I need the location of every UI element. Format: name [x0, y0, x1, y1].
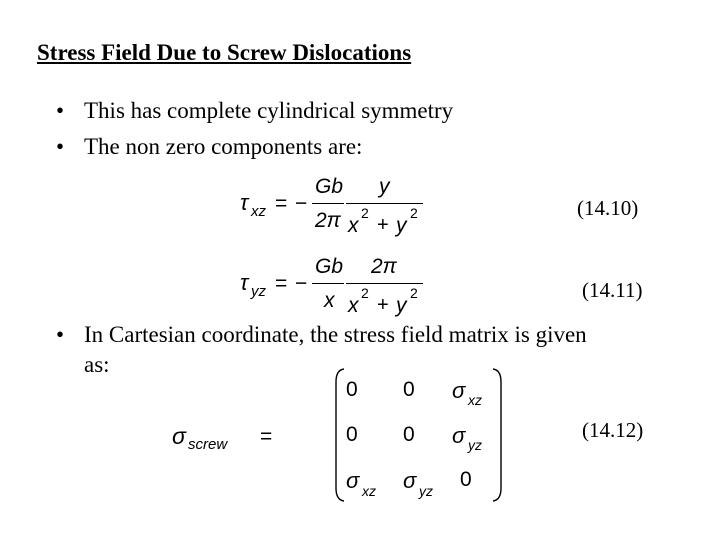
- equation-number: (14.11): [582, 278, 643, 302]
- plus-sign: +: [377, 294, 389, 316]
- plus-sign: +: [377, 214, 389, 236]
- matrix-sigma: σ: [452, 423, 466, 448]
- matrix-sigma: σ: [403, 468, 417, 493]
- fraction-line: [312, 283, 344, 284]
- equation-number: (14.10): [577, 196, 639, 220]
- equation-14-10: [240, 172, 440, 242]
- bullet-symbol: •: [56, 322, 65, 347]
- fraction-line: [312, 203, 344, 204]
- matrix-sigma-subscript: xz: [468, 392, 482, 408]
- matrix-bracket-right: [491, 368, 505, 502]
- fraction-line: [346, 283, 423, 284]
- matrix-cell: 0: [460, 468, 472, 491]
- matrix-cell: 0: [403, 378, 415, 401]
- matrix-cell: 0: [346, 423, 358, 446]
- numerator-2pi: 2π: [371, 255, 397, 278]
- slide-title: Stress Field Due to Screw Dislocations: [37, 40, 412, 65]
- denominator-y: y: [396, 214, 407, 237]
- denominator-x: x: [348, 214, 359, 237]
- equals-sign: =: [275, 192, 288, 215]
- matrix-sigma: σ: [346, 468, 360, 493]
- equals-sign: =: [260, 425, 273, 448]
- matrix-cell: 0: [403, 423, 415, 446]
- matrix-sigma-subscript: xz: [362, 483, 376, 499]
- matrix-sigma: σ: [452, 378, 466, 403]
- tau-subscript: xz: [251, 203, 266, 220]
- equation-14-12: [170, 366, 510, 506]
- tau-symbol: τ: [240, 190, 249, 215]
- denominator-2pi: 2π: [315, 209, 341, 232]
- denominator-y: y: [396, 294, 407, 317]
- superscript-2: 2: [361, 285, 369, 301]
- bullet-text: The non zero components are:: [84, 134, 363, 159]
- superscript-2: 2: [410, 285, 418, 301]
- bullet-symbol: •: [56, 134, 65, 159]
- tau-symbol: τ: [240, 270, 249, 295]
- minus-sign: −: [295, 272, 308, 295]
- matrix-cell: 0: [346, 378, 358, 401]
- matrix-sigma-subscript: yz: [468, 437, 482, 453]
- superscript-2: 2: [361, 205, 369, 221]
- numerator-gb: Gb: [315, 175, 344, 198]
- bullet-symbol: •: [56, 98, 65, 123]
- numerator-gb: Gb: [315, 255, 344, 278]
- bullet-text: In Cartesian coordinate, the stress field matrix is given: [84, 322, 587, 347]
- bullet-text: as:: [84, 352, 110, 377]
- equation-14-11: [240, 252, 440, 322]
- matrix-sigma-subscript: yz: [419, 483, 433, 499]
- equation-number: (14.12): [582, 418, 644, 442]
- denominator-x: x: [348, 294, 359, 317]
- sigma-subscript: screw: [188, 436, 228, 453]
- matrix-bracket-left: [332, 368, 346, 502]
- denominator-x: x: [324, 289, 335, 312]
- equals-sign: =: [275, 272, 288, 295]
- numerator-y: y: [379, 175, 390, 198]
- bullet-text: This has complete cylindrical symmetry: [84, 98, 454, 123]
- sigma-symbol: σ: [172, 423, 186, 449]
- superscript-2: 2: [410, 205, 418, 221]
- fraction-line: [346, 203, 423, 204]
- minus-sign: −: [295, 192, 308, 215]
- tau-subscript: yz: [251, 283, 266, 300]
